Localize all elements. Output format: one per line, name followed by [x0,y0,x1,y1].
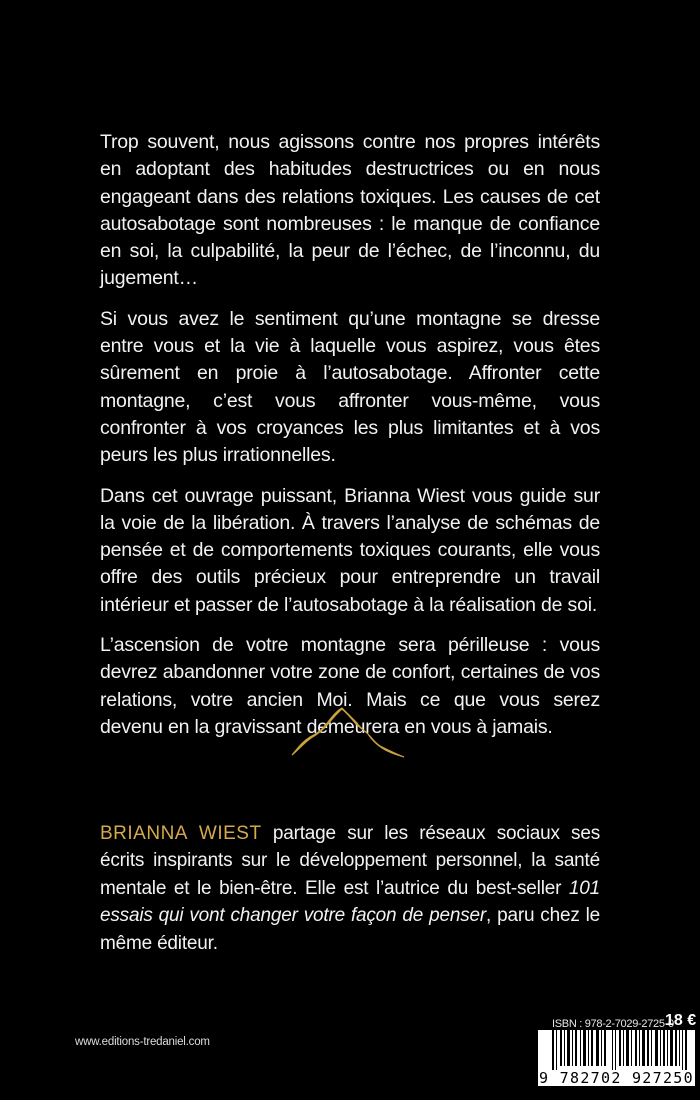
price: 18 € [665,1012,697,1029]
isbn: ISBN : 978-2-7029-2725-0 [552,1018,674,1030]
blurb-paragraph-1: Trop souvent, nous agissons contre nos propres intérêts en adoptant des habitudes destructrices ou en nous engageant dans des relations toxiques. Les causes de cet autosabotage sont nombreuses : le manque de confiance en soi, la culpabilité, la peur de l’échec, de l’inconnu, du jugement… [100,131,600,290]
mountain-icon [290,700,410,760]
barcode-bars-icon [538,1030,695,1072]
blurb-paragraph-3: Dans cet ouvrage puissant, Brianna Wiest vous guide sur la voie de la libération. À travers l’analyse de schémas de pensée et de comportements toxiques courants, elle vous offre des outils précieux pour entreprendre un travail intérieur et passer de l’autosabotage à la réalisation de soi. [100,484,600,616]
barcode-digits: 9 782702 927250 [539,1069,694,1087]
blurb-paragraph-2: Si vous avez le sentiment qu’une montagne se dresse entre vous et la vie à laquelle vous aspirez, vous êtes sûrement en proie à l’autosabotage. Affronter cette montagne, c’est vous affronter vous-même, vous confronter à vos croyances les plus limitantes et à vos peurs les plus irrationnelles. [100,307,600,467]
publisher-website: www.editions-tredaniel.com [75,1036,210,1048]
blurb-paragraph-4: L’ascension de votre montagne sera périlleuse : vous devrez abandonner votre zone de confort, certaines de vos relations, votre ancien Moi. Mais ce que vous serez devenu en la gravissant demeurera en vous à jamais. [100,634,600,738]
author-name: BRIANNA WIEST [100,823,262,844]
bio-text-2: , paru chez le même éditeur. [100,905,601,954]
barcode [538,1030,695,1086]
author-bio [100,820,600,957]
bio-text-1: partage sur les réseaux sociaux ses écrits inspirants sur le développement personnel, la santé mentale et le bien-être. Elle est l’autrice du best-seller [100,823,601,899]
book-title: 101 essais qui vont changer votre façon de penser [100,877,600,927]
blurb [100,129,600,754]
